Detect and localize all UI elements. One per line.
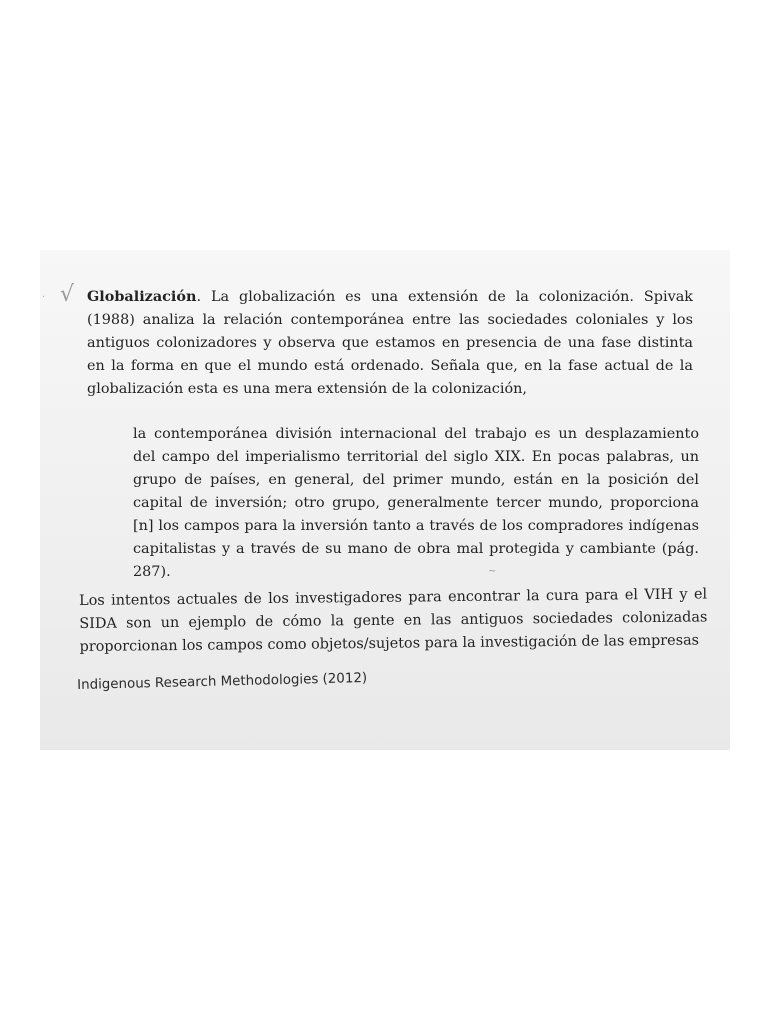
handwritten-check-mark: √ xyxy=(60,282,75,307)
ink-smudge: ~ xyxy=(488,566,497,577)
paragraph-investigadores: Los intentos actuales de los investigadores para encontrar la cura para el VIH y el SIDA son un ejemplo de cómo la gente en las antiguos sociedades colonizadas proporcionan los campos como objetos/sujetos para la investigación de las empresas xyxy=(79,586,708,655)
source-caption: Indigenous Research Methodologies (2012) xyxy=(77,670,368,693)
margin-tick-mark: · xyxy=(42,292,46,303)
block-quote: la contemporánea división internacional del trabajo es un desplazamiento del campo del imperialismo territorial del siglo XIX. En pocas palabras, un grupo de países, en general, del primer mundo, están en la posición del capital de inversión; otro grupo, generalmente tercer mundo, proporciona [n] los campos para la inversión tanto a través de los compradores indígenas capitalistas y a través de su mano de obra mal protegida y cambiante (pág. 287). xyxy=(133,426,699,580)
section-heading: Globalización xyxy=(87,288,197,305)
paragraph-body: . La globalización es una extensión de la colonización. Spivak (1988) analiza la relación contemporánea entre las sociedades coloniales y los antiguos colonizadores y observa que estamos en presencia de una fase distinta en la forma en que el mundo está ordenado. Señala que, en la fase actual de la globalización esta es una mera extensión de la colonización, xyxy=(87,289,693,397)
paragraph-globalizacion xyxy=(87,285,693,401)
